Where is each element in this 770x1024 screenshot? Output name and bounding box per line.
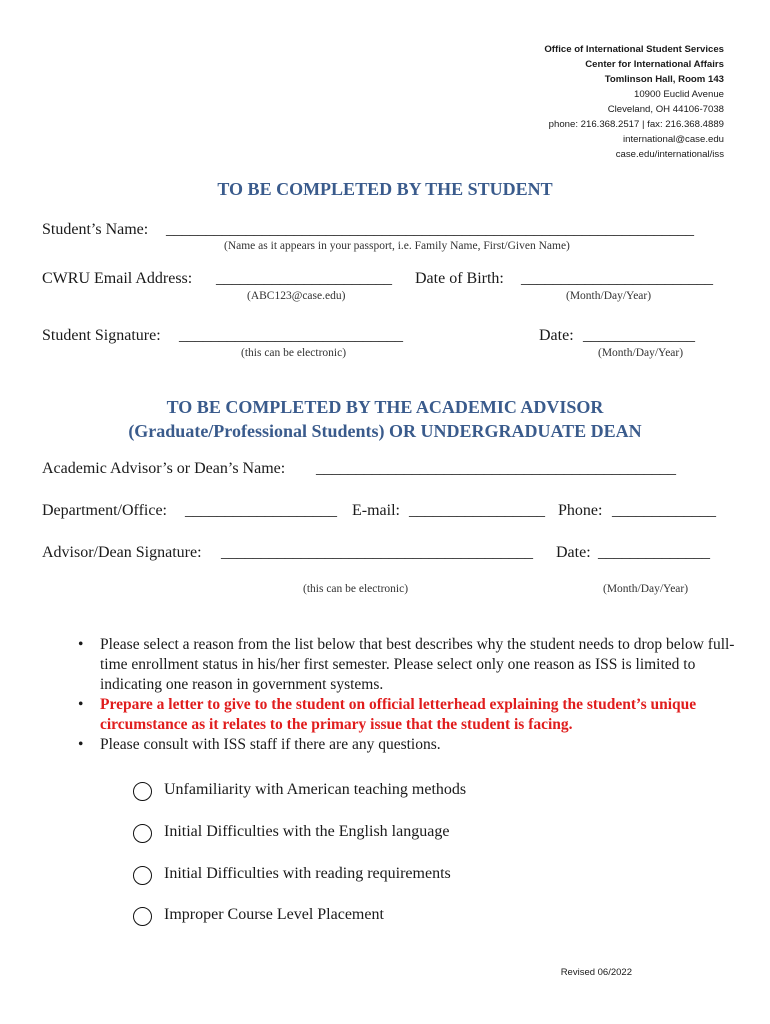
advisor-section-subtitle: (Graduate/Professional Students) OR UNDERGRADUATE DEAN (128, 421, 642, 441)
student-section-title: TO BE COMPLETED BY THE STUDENT (217, 179, 553, 199)
advisor-section-title: TO BE COMPLETED BY THE ACADEMIC ADVISOR (166, 397, 604, 417)
instruction-item (78, 635, 738, 695)
student-signature-label: Student Signature: (42, 327, 161, 344)
bullet-icon: • (78, 636, 84, 653)
instructions-list (78, 635, 738, 755)
advisor-date-hint: (Month/Day/Year) (603, 583, 689, 595)
website: case.edu/international/iss (615, 149, 724, 160)
advisor-date-label: Date: (556, 544, 591, 561)
radio-circle-icon[interactable] (133, 782, 152, 801)
advisor-signature-field[interactable]: _______________________________________ (221, 544, 533, 561)
building-room: Tomlinson Hall, Room 143 (604, 74, 724, 85)
instruction-text: Please select a reason from the list below that best describes why the student needs to drop below full-time enrollment status in his/her first semester. Please select only one reason as ISS is limited to indicating one reason in government systems. (100, 636, 735, 693)
advisor-date-field[interactable]: ______________ (598, 544, 710, 561)
instruction-item (78, 735, 738, 755)
student-signature-hint: (this can be electronic) (241, 347, 347, 359)
email-label: CWRU Email Address: (42, 270, 193, 287)
radio-circle-icon[interactable] (133, 866, 152, 885)
student-date-label: Date: (539, 327, 574, 344)
phone-fax: phone: 216.368.2517 | fax: 216.368.4889 (548, 119, 724, 130)
center-name: Center for International Affairs (585, 59, 724, 70)
office-address (544, 42, 724, 162)
advisor-email-field[interactable]: _________________ (409, 502, 545, 519)
student-name-field[interactable]: __________________________________________________________________ (166, 221, 694, 238)
student-date-hint: (Month/Day/Year) (598, 347, 684, 359)
student-signature-field[interactable]: ____________________________ (179, 327, 403, 344)
email-field[interactable]: ______________________ (216, 270, 392, 287)
option-label: Unfamiliarity with American teaching methods (164, 781, 467, 798)
office-name: Office of International Student Services (544, 44, 724, 55)
bullet-icon: • (78, 736, 84, 753)
radio-circle-icon[interactable] (133, 824, 152, 843)
option-label: Improper Course Level Placement (164, 906, 384, 923)
revision-date: Revised 06/2022 (560, 967, 632, 978)
student-name-label: Student’s Name: (42, 221, 149, 238)
email-hint: (ABC123@case.edu) (247, 290, 346, 302)
advisor-name-field[interactable]: _____________________________________________ (316, 460, 676, 477)
department-label: Department/Office: (42, 502, 167, 519)
advisor-name-label: Academic Advisor’s or Dean’s Name: (42, 460, 286, 477)
bullet-icon: • (78, 696, 84, 713)
option-label: Initial Difficulties with reading requirements (164, 865, 451, 882)
city-state-zip: Cleveland, OH 44106-7038 (607, 104, 724, 115)
street-address: 10900 Euclid Avenue (634, 89, 724, 100)
advisor-signature-hint: (this can be electronic) (303, 583, 409, 595)
instruction-item-important (78, 695, 738, 735)
option-label: Initial Difficulties with the English language (164, 823, 450, 840)
student-date-field[interactable]: ______________ (583, 327, 695, 344)
phone-field[interactable]: _____________ (612, 502, 716, 519)
student-name-hint: (Name as it appears in your passport, i.e. Family Name, First/Given Name) (224, 240, 570, 252)
instruction-text: Please consult with ISS staff if there are any questions. (100, 736, 441, 753)
dob-label: Date of Birth: (415, 270, 504, 287)
phone-label: Phone: (558, 502, 603, 519)
advisor-signature-label: Advisor/Dean Signature: (42, 544, 202, 561)
radio-circle-icon[interactable] (133, 907, 152, 926)
instruction-text: Prepare a letter to give to the student on official letterhead explaining the student’s unique circumstance as it relates to the primary issue that the student is facing. (100, 696, 697, 733)
department-field[interactable]: ___________________ (185, 502, 337, 519)
dob-hint: (Month/Day/Year) (566, 290, 652, 302)
advisor-email-label: E-mail: (352, 502, 400, 519)
contact-email: international@case.edu (623, 134, 724, 145)
dob-field[interactable]: ________________________ (521, 270, 713, 287)
